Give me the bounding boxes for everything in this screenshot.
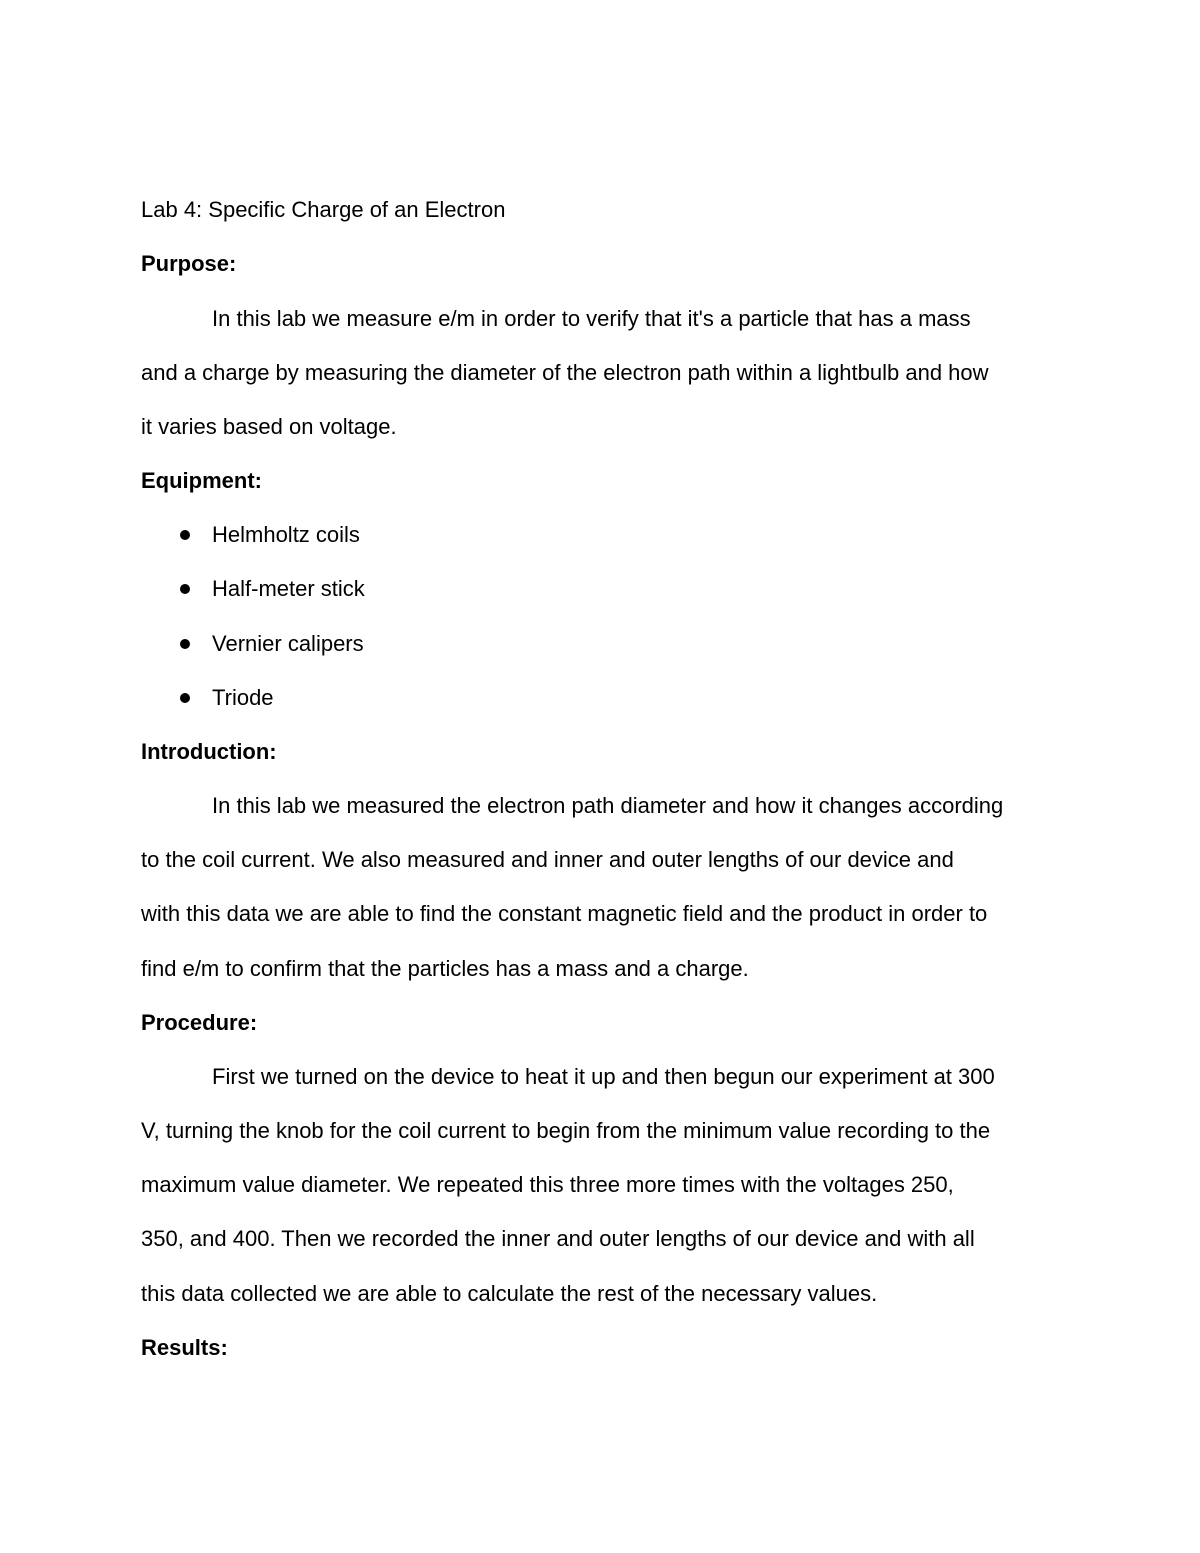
procedure-line-3: maximum value diameter. We repeated this three more times with the voltages 250, <box>141 1172 954 1197</box>
purpose-line-3: it varies based on voltage. <box>141 414 397 439</box>
procedure-line-4: 350, and 400. Then we recorded the inner and outer lengths of our device and with all <box>141 1226 975 1251</box>
list-item-label: Triode <box>212 685 274 710</box>
bullet-icon <box>180 639 190 649</box>
procedure-line-1: First we turned on the device to heat it up and then begun our experiment at 300 <box>212 1064 995 1089</box>
introduction-line-1: In this lab we measured the electron path diameter and how it changes according <box>212 793 1004 818</box>
introduction-line-3: with this data we are able to find the constant magnetic field and the product in order to <box>141 901 988 926</box>
procedure-line-5: this data collected we are able to calculate the rest of the necessary values. <box>141 1281 878 1306</box>
results-heading: Results: <box>141 1335 228 1360</box>
list-item-label: Vernier calipers <box>212 631 364 656</box>
procedure-heading: Procedure: <box>141 1010 258 1035</box>
introduction-line-2: to the coil current. We also measured and inner and outer lengths of our device and <box>141 847 954 872</box>
bullet-icon <box>180 693 190 703</box>
list-item-label: Half-meter stick <box>212 576 365 601</box>
purpose-heading: Purpose: <box>141 251 237 276</box>
introduction-line-4: find e/m to confirm that the particles has a mass and a charge. <box>141 956 749 981</box>
procedure-line-2: V, turning the knob for the coil current to begin from the minimum value recording to the <box>141 1118 991 1143</box>
equipment-heading: Equipment: <box>141 468 262 493</box>
list-item-label: Helmholtz coils <box>212 522 360 547</box>
bullet-icon <box>180 584 190 594</box>
introduction-heading: Introduction: <box>141 739 277 764</box>
purpose-line-2: and a charge by measuring the diameter of the electron path within a lightbulb and how <box>141 360 989 385</box>
document-title: Lab 4: Specific Charge of an Electron <box>141 197 506 222</box>
purpose-line-1: In this lab we measure e/m in order to verify that it's a particle that has a mass <box>212 306 971 331</box>
bullet-icon <box>180 530 190 540</box>
